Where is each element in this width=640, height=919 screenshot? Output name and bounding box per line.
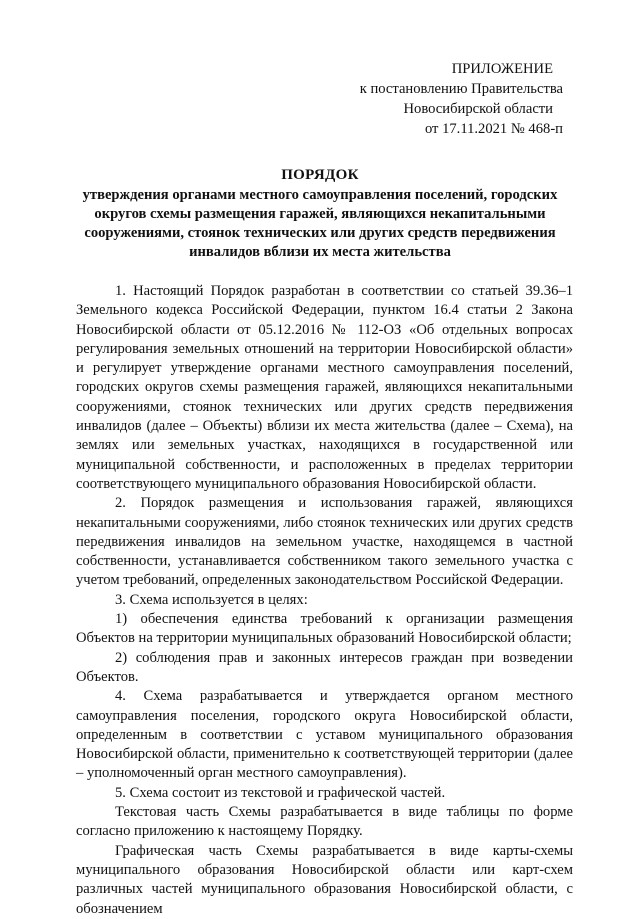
- appendix-region-line: Новосибирской области: [403, 101, 553, 117]
- paragraph-5: 5. Схема состоит из текстовой и графической частей.: [115, 784, 446, 801]
- appendix-title: ПРИЛОЖЕНИЕ: [451, 61, 553, 77]
- paragraph-2: 2. Порядок размещения и использования гаражей, являющихся некапитальными сооружениями, либо стоянок технических или других средств передвижения инвалидов на земельном участке, находящемся в частной собственности, устанавливается собственником такого земельного участка с учетом требований, определенных законодательством Российской Федерации.: [76, 495, 573, 589]
- appendix-resolution-line: к постановлению Правительства: [359, 81, 563, 97]
- paragraph-3-item-2: 2) соблюдения прав и законных интересов граждан при возведении Объектов.: [76, 649, 573, 685]
- document-body: [76, 282, 573, 919]
- paragraph-3: 3. Схема используется в целях:: [115, 591, 308, 608]
- paragraph-1: 1. Настоящий Порядок разработан в соответствии со статьей 39.36–1 Земельного кодекса Российской Федерации, пунктом 16.4 статьи 2 Закона Новосибирской области от 05.12.2016 № 112-ОЗ «Об отдельных вопросах регулирования земельных отношений на территории Новосибирской области» и регулирует утверждение органами местного самоуправления поселений, городских округов схемы размещения гаражей, являющихся некапитальными сооружениями, стоянок технических или других средств передвижения инвалидов (далее – Объекты) вблизи их места жительства (далее – Схема), на землях или земельных участках, находящихся в государственной или муниципальной собственности, и расположенных в пределах территории соответствующего муниципального образования Новосибирской области.: [76, 283, 573, 492]
- paragraph-3-item-1: 1) обеспечения единства требований к организации размещения Объектов на территории муниципальных образований Новосибирской области;: [76, 611, 573, 647]
- appendix-block: [360, 59, 563, 139]
- paragraph-4: 4. Схема разрабатывается и утверждается органом местного самоуправления поселения, городского округа Новосибирской области, определенным в соответствии с уставом муниципального образования Новосибирской области, применительно к соответствующей территории (далее – уполномоченный орган местного самоуправления).: [76, 688, 573, 782]
- document-heading: [72, 164, 568, 262]
- document-subtitle: утверждения органами местного самоуправления поселений, городских округов схемы размещения гаражей, являющихся некапитальными сооружениями, стоянок технических или других средств передвижения инвалидов вблизи их места жительства: [82, 187, 558, 260]
- paragraph-5-text-part: Текстовая часть Схемы разрабатывается в виде таблицы по форме согласно приложению к настоящему Порядку.: [76, 804, 573, 840]
- paragraph-5-graphic-part: Графическая часть Схемы разрабатывается в виде карты-схемы муниципального образования Новосибирской области или карт-схем различных частей муниципального образования Новосибирской области, с обозначением: [76, 842, 573, 917]
- appendix-date-line: от 17.11.2021 № 468-п: [424, 121, 563, 137]
- document-title: ПОРЯДОК: [281, 167, 359, 183]
